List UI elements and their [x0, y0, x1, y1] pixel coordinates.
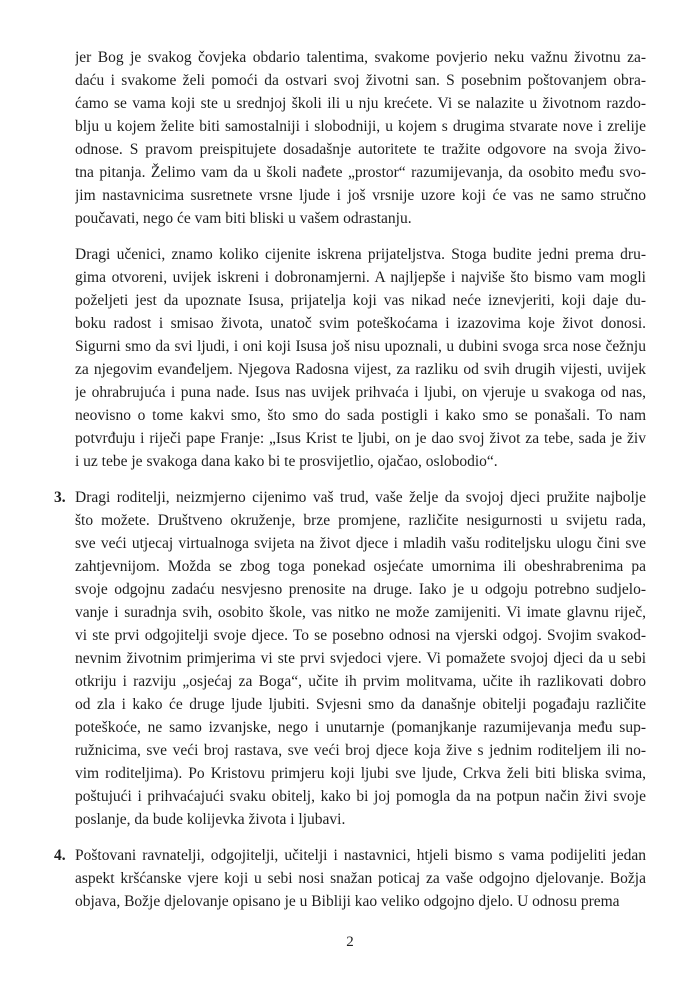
- text-line: potvrđuju i riječi pape Franje: „Isus Krist te ljubi, on je dao svoj život za tebe, sada je živ: [75, 430, 646, 447]
- text-line: vim roditeljima). Po Kristovu primjeru koji ljubi sve ljude, Crkva želi biti bliska svima,: [75, 765, 646, 782]
- text-line: poštujući i prihvaćajući svaku obitelj, kako bi joj pomogla da na potpun način živi svoje: [75, 788, 646, 805]
- text-line: i uz tebe je svakoga dana kako bi te prosvijetlio, ojačao, oslobodio“.: [75, 453, 498, 470]
- text-line: tna pitanja. Želimo vam da u školi nađete „prostor“ razumijevanja, da osobito među svo-: [75, 164, 646, 181]
- text-line: što možete. Društveno okruženje, brze promjene, različite nesigurnosti u svijetu rada,: [75, 512, 646, 529]
- list-number: 3.: [54, 489, 66, 506]
- text-line: odnose. S pravom preispitujete dosadašnje autoritete te tražite odgovore na svoja živo-: [75, 141, 646, 158]
- text-block: [54, 46, 646, 913]
- text-line: sve veći utjecaj virtualnoga svijeta na život djece i mladih vašu roditeljsku ulogu čini sve: [75, 535, 646, 552]
- text-line: vanje i suradnja svih, osobito škole, vas nitko ne može zamijeniti. Vi imate glavnu riječ,: [75, 604, 646, 621]
- text-line: nevnim životnim primjerima vi ste prvi svjedoci vjere. Vi pomažete svojoj djeci da u sebi: [75, 650, 646, 667]
- text-line: za njegovim evanđeljem. Njegova Radosna vijest, za razliku od svih drugih vijesti, uvijek: [75, 361, 646, 378]
- text-line: poteškoće, ne samo izvanjske, nego i unutarnje (pomanjkanje razumijevanja među sup-: [75, 719, 646, 736]
- text-line: neovisno o tome kakvi smo, što smo do sada postigli i kako smo se ponašali. To nam: [75, 407, 646, 424]
- text-line: jer Bog je svakog čovjeka obdario talentima, svakome povjerio neku važnu životnu za-: [75, 49, 646, 66]
- text-line: boku radost i smisao života, unatoč svim poteškoćama i izazovima koje život donosi.: [75, 315, 646, 332]
- text-line: ružnicima, sve veći broj rastava, sve veći broj djece koja žive s jednim roditeljem ili no-: [75, 742, 646, 759]
- text-line: blju u kojem želite biti samostalniji i slobodniji, u kojem s drugima stvarate nove i zrelije: [75, 118, 646, 135]
- text-line: objava, Božje djelovanje opisano je u Bibliji kao veliko odgojno djelo. U odnosu prema: [75, 893, 620, 910]
- text-line: jim nastavnicima susretnete vrsne ljude i još vrsnije uzore koji će vas ne samo stručno: [75, 187, 646, 204]
- text-line: je ohrabrujuća i puna nade. Isus nas uvijek prihvaća i ljubi, on vjeruje u svakoga od nas,: [75, 384, 646, 401]
- text-line: otkriju i razviju „osjećaj za Boga“, učite ih prvim molitvama, učite ih razlikovati dobro: [75, 673, 646, 690]
- paragraph: [75, 46, 646, 230]
- text-line: ćamo se vama koji ste u srednjoj školi ili u nju krećete. Vi se nalazite u životnom razdo-: [75, 95, 646, 112]
- text-line: svoje odgojnu zadaću nesvjesno prenosite na druge. Iako je u odgoju potrebno sudjelo-: [75, 581, 646, 598]
- text-line: aspekt kršćanske vjere koji u sebi nosi snažan poticaj za vaše odgojno djelovanje. Božja: [75, 870, 646, 887]
- text-line: Dragi učenici, znamo koliko cijenite iskrena prijateljstva. Stoga budite jedni prema dru-: [75, 246, 646, 263]
- list-number: 4.: [54, 847, 66, 864]
- text-line: Poštovani ravnatelji, odgojitelji, učitelji i nastavnici, htjeli bismo s vama podijeliti jedan: [75, 847, 646, 864]
- page-number: 2: [346, 934, 354, 950]
- numbered-paragraph: [54, 844, 646, 913]
- text-line: zahtjevnijom. Možda se zbog toga ponekad osjećate umornima ili obeshrabrenima pa: [75, 558, 646, 575]
- text-line: poslanje, da bude kolijevka života i ljubavi.: [75, 811, 346, 828]
- text-line: poučavati, nego će vam biti bliski u vašem odrastanju.: [75, 210, 412, 227]
- text-line: daću i svakome želi pomoći da ostvari svoj životni san. S posebnim poštovanjem obra-: [75, 72, 646, 89]
- text-line: Dragi roditelji, neizmjerno cijenimo vaš trud, vaše želje da svojoj djeci pružite najbolje: [75, 489, 646, 506]
- text-line: vi ste prvi odgojitelji svoje djece. To se posebno odnosi na vjerski odgoj. Svojim svakod-: [75, 627, 646, 644]
- text-line: Sigurni smo da svi ljudi, i oni koji Isusa još nisu upoznali, u dubini svoga srca nose čežnju: [75, 338, 646, 355]
- numbered-paragraph: [54, 486, 646, 831]
- text-line: gima otvoreni, uvijek iskreni i dobronamjerni. A najljepše i najviše što bismo vam mogli: [75, 269, 646, 286]
- text-line: od zla i kako će druge ljude ljubiti. Svjesni smo da današnje obitelji pogađaju različite: [75, 696, 646, 713]
- paragraph: [75, 243, 646, 473]
- text-line: poželjeti jest da upoznate Isusa, prijatelja koji vas nikad neće iznevjeriti, koji daje du-: [75, 292, 646, 309]
